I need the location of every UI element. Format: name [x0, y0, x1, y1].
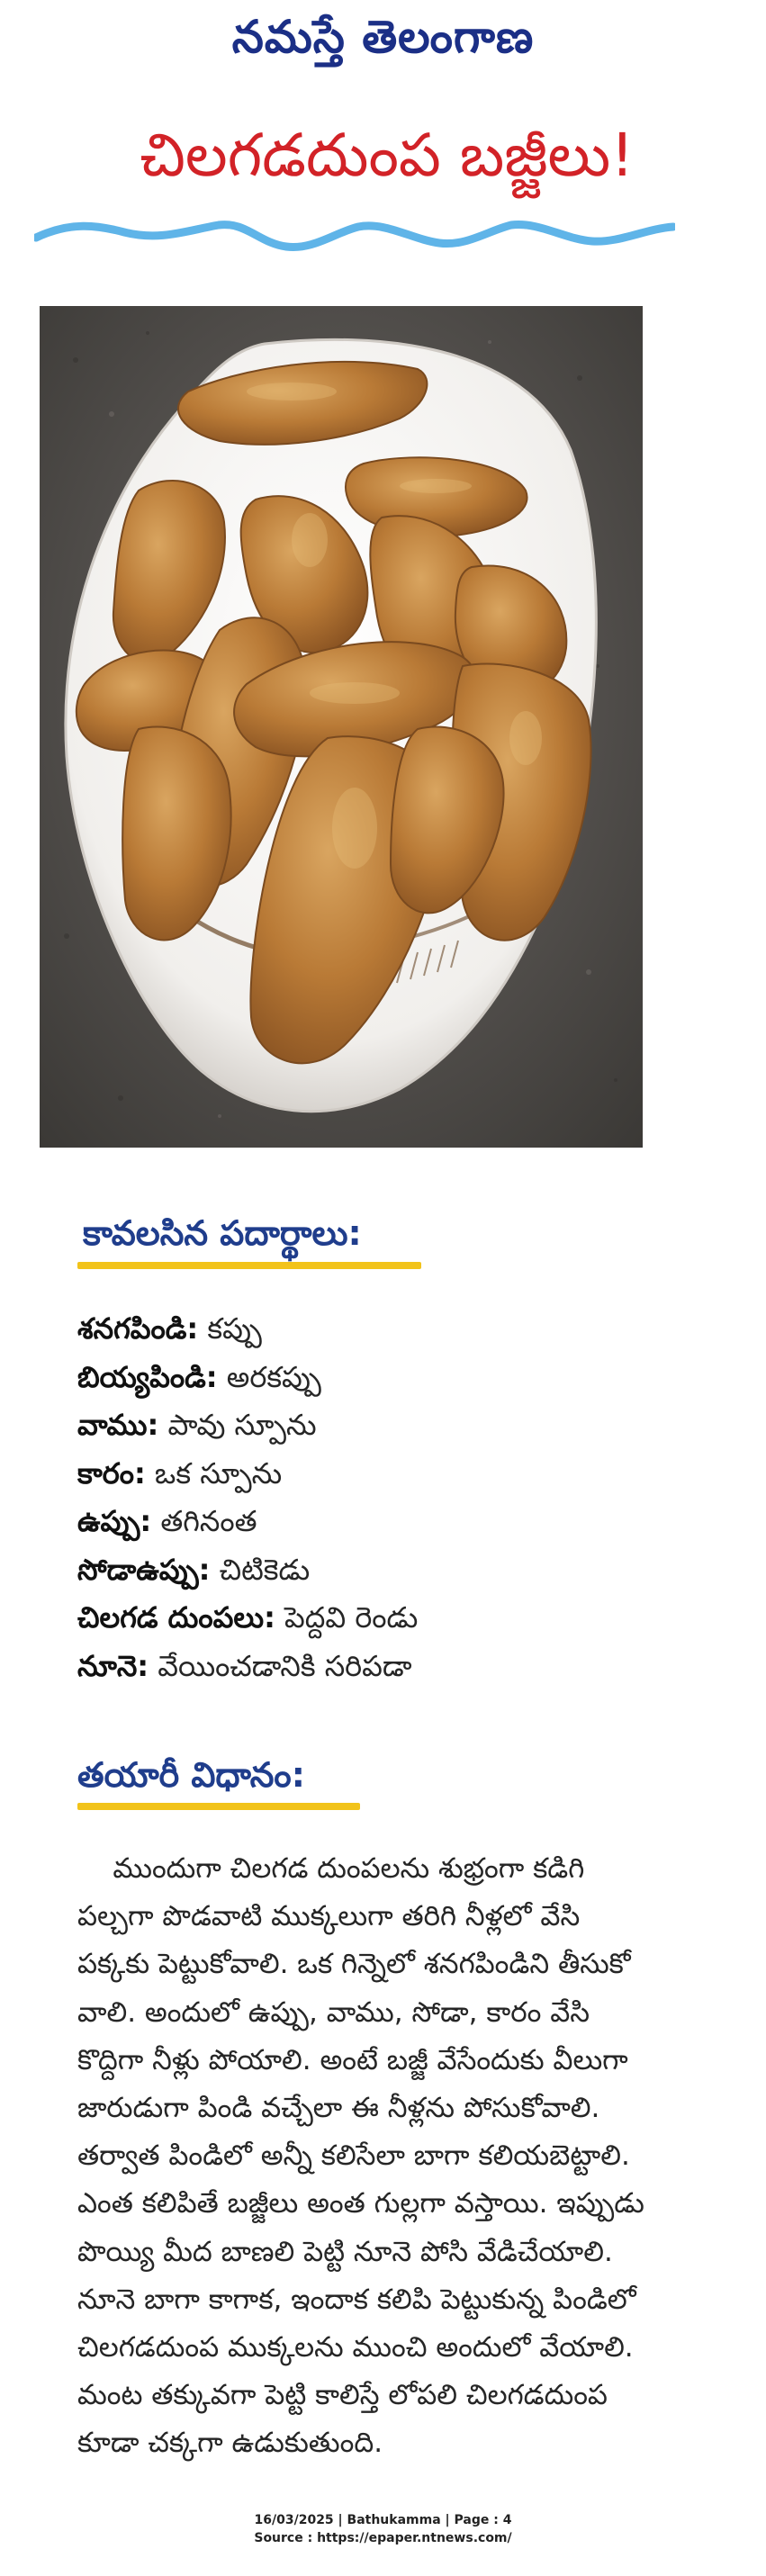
method-line: ఎంత కలిపితే బజ్జీలు అంత గుల్లగా వస్తాయి. ఇప్పుడు [77, 2187, 644, 2220]
article-title: చిలగడదుంప బజ్జీలు! [140, 121, 635, 190]
footer-date-page: 16/03/2025 | Bathukamma | Page : 4 [254, 2513, 512, 2527]
ingredient-quantity: అరకప్పు [217, 1359, 321, 1394]
ingredient-item [77, 1498, 725, 1546]
method-line: కొద్దిగా నీళ్లు పోయాలి. అంటే బజ్జీ వేసేందుకు వీలుగా [77, 2043, 628, 2076]
method-line: జారుడుగా పిండి వచ్చేలా ఈ నీళ్లను పోసుకోవాలి. [77, 2091, 600, 2124]
ingredient-quantity: ఒక స్పూను [145, 1455, 283, 1491]
ingredient-name: వాము: [77, 1408, 159, 1442]
method-line: వాలి. అందులో ఉప్పు, వాము, సోడా, కారం వేసి [77, 1995, 590, 2029]
footer-source: Source : https://epaper.ntnews.com/ [254, 2531, 512, 2545]
ingredient-quantity: తగినంత [151, 1504, 257, 1538]
ingredient-item [77, 1643, 725, 1691]
ingredient-item [77, 1354, 725, 1402]
method-line: తర్వాత పిండిలో అన్నీ కలిసేలా బాగా కలియబెట్టాలి. [77, 2139, 630, 2173]
ingredient-quantity: వేయించడానికి సరిపడా [149, 1648, 412, 1683]
ingredient-name: నూనె: [77, 1648, 149, 1683]
ingredient-item [77, 1305, 725, 1354]
ingredient-item [77, 1450, 725, 1499]
ingredient-name: కారం: [77, 1455, 146, 1491]
page-footer [0, 2511, 766, 2547]
ingredient-name: సోడాఉప్పు: [77, 1552, 211, 1587]
method-line: నూనె బాగా కాగాక, ఇందాక కలిపి పెట్టుకున్న పిండిలో [77, 2283, 636, 2316]
method-paragraph [77, 1845, 727, 2467]
ingredients-list [77, 1305, 725, 1690]
method-heading: తయారీ విధానం: [77, 1755, 305, 1795]
decorative-wave [34, 212, 675, 257]
method-line: మంట తక్కువగా పెట్టి కాలిస్తే లోపలి చిలగడదుంప [77, 2379, 608, 2412]
method-line: ముందుగా చిలగడ దుంపలను శుభ్రంగా కడిగి [77, 1852, 585, 1885]
ingredient-quantity: పావు స్పూను [158, 1408, 317, 1442]
ingredient-name: బియ్యపిండి: [77, 1359, 218, 1394]
bajji-photo [40, 306, 643, 1148]
ingredient-quantity: చిటికెడు [210, 1552, 311, 1587]
ingredient-name: ఉప్పు: [77, 1504, 152, 1538]
ingredient-item [77, 1594, 725, 1643]
method-line: పక్కకు పెట్టుకోవాలి. ఒక గిన్నెలో శనగపిండిని తీసుకో [77, 1948, 631, 1981]
ingredient-quantity: కప్పు [198, 1311, 262, 1346]
method-heading-underline [77, 1803, 360, 1810]
method-line: పల్చగా పొడవాటి ముక్కలుగా తరిగి నీళ్లలో వేసి [77, 1900, 581, 1933]
method-line: కూడా చక్కగా ఉడుకుతుంది. [77, 2427, 383, 2460]
ingredient-item [77, 1401, 725, 1450]
ingredients-heading-underline [77, 1262, 421, 1269]
ingredient-name: చిలగడ దుంపలు: [77, 1600, 275, 1635]
ingredient-quantity: పెద్దవి రెండు [275, 1600, 419, 1635]
ingredients-heading: కావలసిన పదార్థాలు: [83, 1213, 362, 1253]
method-line: పొయ్యి మీద బాణలి పెట్టి నూనె పోసి వేడిచేయాలి. [77, 2235, 613, 2268]
masthead-logo: నమస్తే తెలంగాణ [231, 11, 535, 63]
ingredient-name: శనగపిండి: [77, 1311, 199, 1346]
method-line: చిలగడదుంప ముక్కలను ముంచి అందులో వేయాలి. [77, 2330, 634, 2364]
ingredient-item [77, 1546, 725, 1595]
